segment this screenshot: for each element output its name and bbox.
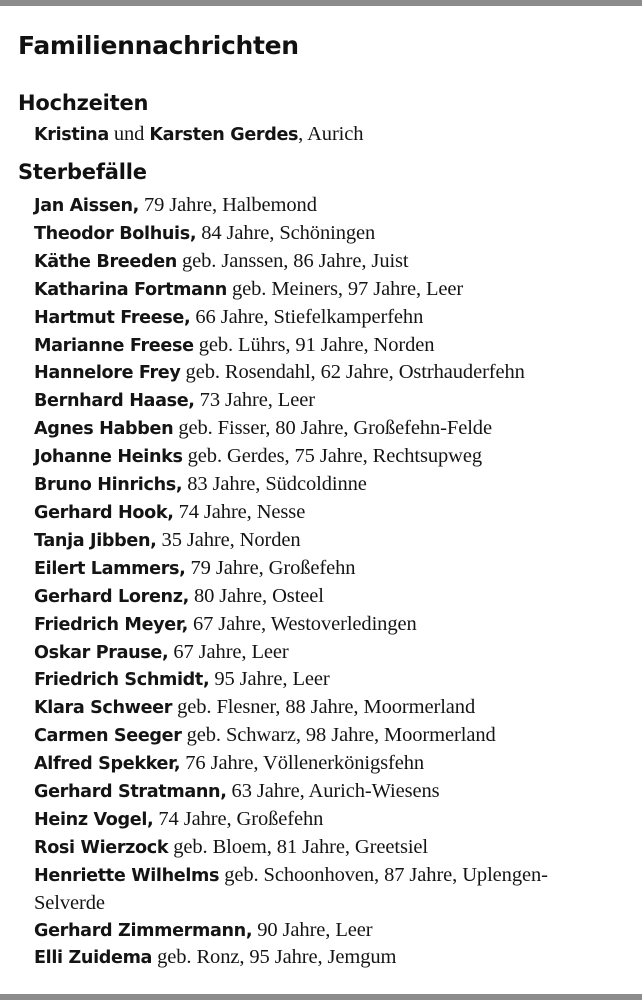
section-heading-hochzeiten: Hochzeiten <box>18 91 149 115</box>
page-title: Familiennachrichten <box>18 31 299 60</box>
person-details: geb. Flesner, 88 Jahre, Moormerland <box>172 696 476 719</box>
person-name: Friedrich Schmidt, <box>34 670 210 691</box>
list-item <box>34 611 634 639</box>
person-name: Eilert Lammers, <box>34 558 186 579</box>
person-name: Bruno Hinrichs, <box>34 475 183 496</box>
list-item <box>34 248 634 276</box>
person-details: 67 Jahre, Leer <box>168 640 289 663</box>
person-name: Carmen Seeger <box>34 726 182 747</box>
person-name: Alfred Spekker, <box>34 754 181 775</box>
list-item <box>34 862 634 917</box>
person-details: 79 Jahre, Großefehn <box>185 556 356 579</box>
list-item <box>34 583 634 611</box>
person-details: 95 Jahre, Leer <box>209 668 330 691</box>
person-name: Agnes Habben <box>34 419 174 440</box>
person-details: geb. Janssen, 86 Jahre, Juist <box>176 249 409 272</box>
top-rule <box>0 0 642 6</box>
person-details: 74 Jahre, Großefehn <box>153 807 324 830</box>
person-details: 80 Jahre, Osteel <box>188 584 324 607</box>
groom-name: Karsten Gerdes <box>149 125 299 145</box>
person-details: 35 Jahre, Norden <box>156 528 301 551</box>
person-details: geb. Ronz, 95 Jahre, Jemgum <box>152 946 397 969</box>
list-item <box>34 666 634 694</box>
list-item <box>34 121 634 149</box>
list-item <box>34 834 634 862</box>
list-item <box>34 555 634 583</box>
hochzeiten-list <box>34 121 634 149</box>
person-details: 83 Jahre, Südcoldinne <box>182 473 367 496</box>
person-details: geb. Lührs, 91 Jahre, Norden <box>193 333 435 356</box>
list-item <box>34 917 634 945</box>
person-name: Marianne Freese <box>34 335 194 356</box>
person-details: 66 Jahre, Stiefelkamperfehn <box>190 305 424 328</box>
person-details: 63 Jahre, Aurich-Wiesens <box>226 780 440 803</box>
person-name: Heinz Vogel, <box>34 809 154 830</box>
list-item <box>34 276 634 304</box>
list-item <box>34 220 634 248</box>
person-name: Tanja Jibben, <box>34 530 157 551</box>
list-item <box>34 499 634 527</box>
list-item <box>34 806 634 834</box>
list-item <box>34 722 634 750</box>
person-name: Hannelore Frey <box>34 363 181 384</box>
place-text: , Aurich <box>298 123 364 145</box>
person-details: geb. Meiners, 97 Jahre, Leer <box>226 277 464 300</box>
list-item <box>34 471 634 499</box>
person-name: Hartmut Freese, <box>34 307 191 328</box>
person-name: Jan Aissen, <box>34 196 139 216</box>
sterbefaelle-list <box>34 192 634 972</box>
bride-name: Kristina <box>34 125 109 145</box>
person-name: Elli Zuidema <box>34 948 153 969</box>
person-name: Gerhard Zimmermann, <box>34 920 253 941</box>
list-item <box>34 944 634 972</box>
person-name: Katharina Fortmann <box>34 279 227 300</box>
person-details: 73 Jahre, Leer <box>194 389 315 412</box>
list-item <box>34 332 634 360</box>
person-details: 90 Jahre, Leer <box>252 918 373 941</box>
person-details: geb. Schoonhoven, 87 Jahre, Uplengen-Selverde <box>34 863 548 914</box>
list-item <box>34 192 634 220</box>
person-name: Oskar Prause, <box>34 642 169 663</box>
person-name: Johanne Heinks <box>34 447 183 468</box>
person-name: Klara Schweer <box>34 698 173 719</box>
person-details: geb. Bloem, 81 Jahre, Greetsiel <box>168 835 429 858</box>
person-details: geb. Rosendahl, 62 Jahre, Ostrhauderfehn <box>180 361 525 384</box>
person-name: Rosi Wierzock <box>34 837 169 858</box>
person-name: Theodor Bolhuis, <box>34 223 197 244</box>
list-item <box>34 694 634 722</box>
person-name: Friedrich Meyer, <box>34 614 188 635</box>
person-name: Gerhard Lorenz, <box>34 586 189 607</box>
list-item <box>34 387 634 415</box>
person-details: geb. Gerdes, 75 Jahre, Rechtsupweg <box>182 445 482 468</box>
section-heading-sterbefaelle: Sterbefälle <box>18 160 147 184</box>
person-name: Gerhard Stratmann, <box>34 782 227 803</box>
person-details: geb. Schwarz, 98 Jahre, Moormerland <box>181 724 496 747</box>
person-name: Bernhard Haase, <box>34 391 195 412</box>
person-name: Henriette Wilhelms <box>34 865 220 886</box>
list-item <box>34 443 634 471</box>
person-name: Gerhard Hook, <box>34 502 174 523</box>
person-details: 76 Jahre, Völlenerkönigsfehn <box>180 752 425 775</box>
person-details: geb. Fisser, 80 Jahre, Großefehn-Felde <box>173 417 492 440</box>
list-item <box>34 359 634 387</box>
connector-text: und <box>108 123 150 145</box>
person-name: Käthe Breeden <box>34 251 177 272</box>
list-item <box>34 304 634 332</box>
list-item <box>34 415 634 443</box>
list-item <box>34 778 634 806</box>
person-details: 67 Jahre, Westoverledingen <box>187 612 417 635</box>
list-item <box>34 750 634 778</box>
person-details: 74 Jahre, Nesse <box>173 500 306 523</box>
person-details: 84 Jahre, Schöningen <box>196 221 376 244</box>
person-details: 79 Jahre, Halbemond <box>138 194 317 216</box>
list-item <box>34 639 634 667</box>
list-item <box>34 527 634 555</box>
bottom-rule <box>0 994 642 1000</box>
